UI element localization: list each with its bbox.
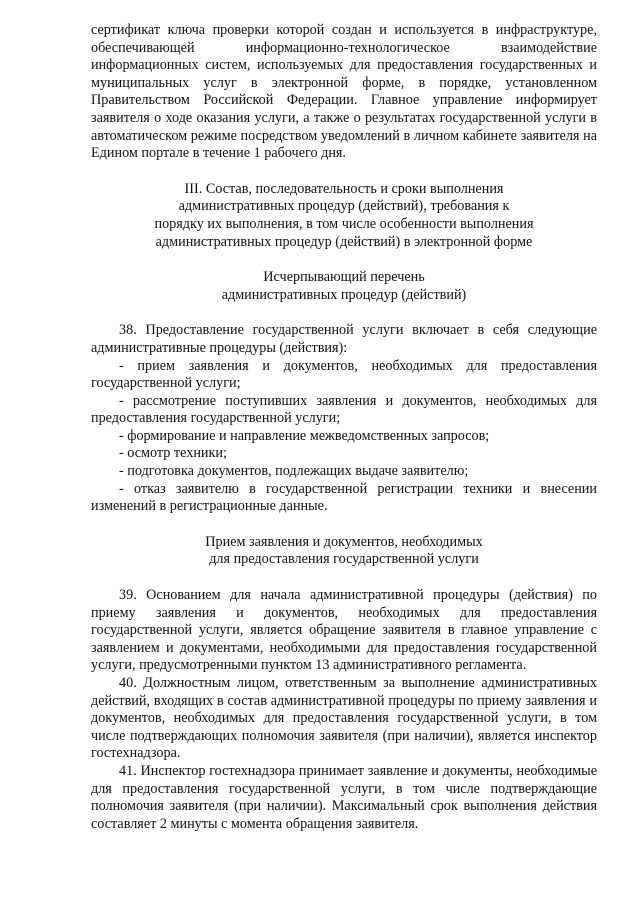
list-item: - рассмотрение поступивших заявления и документов, необходимых для предоставления государственной услуги; [91, 392, 597, 427]
paragraph-39: 39. Основанием для начала административной процедуры (действия) по приему заявления и документов, необходимых для предоставления государственной услуги, является обращение заявителя в главное управление с заявлением и документами, необходимыми для предоставления государственной услуги, предусмотренными пунктом 13 административного регламента. [91, 587, 597, 674]
paragraph-40: 40. Должностным лицом, ответственным за выполнение административных действий, входящих в состав административной процедуры по приему заявления и документов, необходимых для предоставления государственной услуги, в том числе подтверждающих полномочия заявителя (при наличии), является инспектор гостехнадзора. [91, 675, 597, 762]
list-item: - подготовка документов, подлежащих выдаче заявителю; [119, 463, 469, 480]
document-page [91, 22, 597, 833]
section-heading [91, 181, 597, 251]
list-item: - формирование и направление межведомственных запросов; [119, 427, 490, 444]
intro-paragraph: сертификат ключа проверки которой создан и используется в инфраструктуре, обеспечивающей информационно-технологическое взаимодействие информационных систем, используемых для предоставления государственных и муниципальных услуг в электронной форме, в порядке, установленном Правительством Российской Федерации. Главное управление информирует заявителя о ходе оказания услуги, а также о результатах государственной услуги в автоматическом режиме посредством уведомлений в личном кабинете заявителя на Едином портале в течение 1 рабочего дня. [91, 22, 597, 162]
section-heading-line: административных процедур (действий) в электронной форме [155, 233, 533, 250]
list-item: - отказ заявителю в государственной регистрации техники и внесении изменений в регистрационные данные. [91, 480, 597, 515]
subheading-application-intake [91, 534, 597, 569]
subheading-procedures-list [91, 269, 597, 304]
paragraph-41: 41. Инспектор гостехнадзора принимает заявление и документы, необходимые для предоставления государственной услуги, в том числе подтверждающие полномочия заявителя (при наличии). Максимальный срок выполнения действия составляет 2 минуты с момента обращения заявителя. [91, 762, 597, 832]
paragraph-38: 38. Предоставление государственной услуги включает в себя следующие административные процедуры (действия): [91, 322, 597, 356]
list-item: - осмотр техники; [119, 445, 227, 462]
section-heading-line: порядку их выполнения, в том числе особенности выполнения [154, 215, 534, 232]
section-heading-line: III. Состав, последовательность и сроки выполнения [184, 180, 504, 197]
subheading-line: Исчерпывающий перечень [263, 269, 425, 286]
section-heading-line: административных процедур (действий), требования к [178, 198, 510, 215]
subheading-line: для предоставления государственной услуги [209, 551, 479, 568]
subheading-line: административных процедур (действий) [221, 286, 467, 303]
list-item: - прием заявления и документов, необходимых для предоставления государственной услуги; [91, 357, 597, 392]
subheading-line: Прием заявления и документов, необходимых [205, 533, 483, 550]
